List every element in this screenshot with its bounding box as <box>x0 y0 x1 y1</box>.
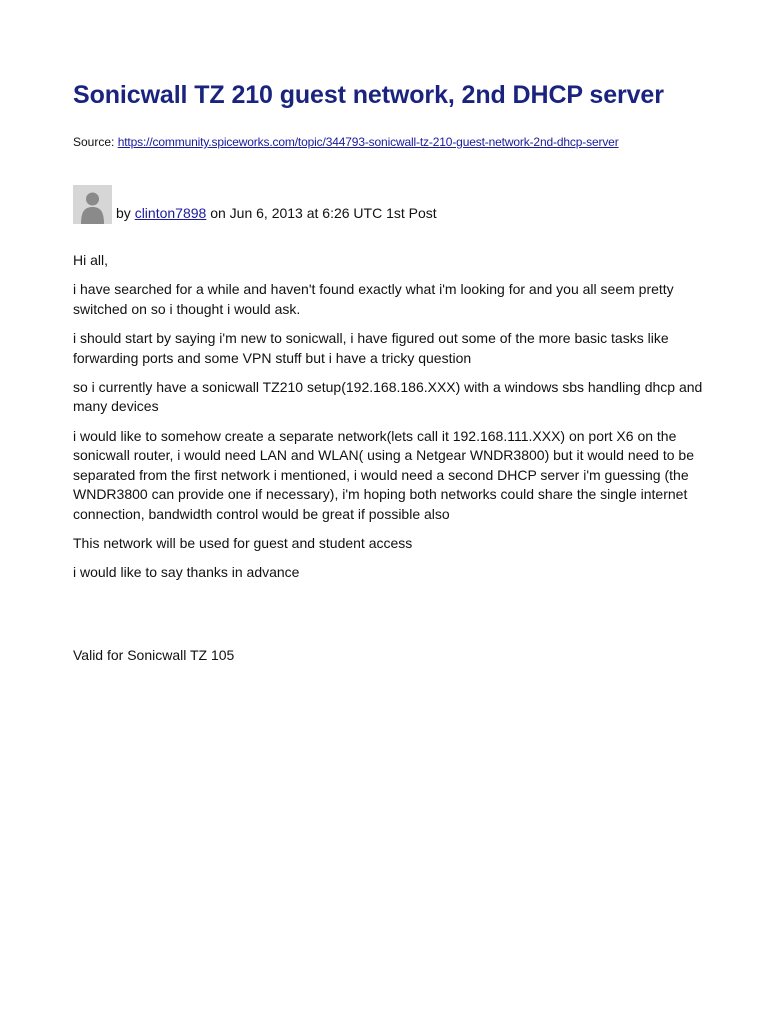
source-line <box>73 135 619 149</box>
post-body <box>73 251 703 592</box>
source-link[interactable]: https://community.spiceworks.com/topic/344793-sonicwall-tz-210-guest-network-2nd-dhcp-server <box>117 135 619 149</box>
validity-note: Valid for Sonicwall TZ 105 <box>73 647 235 663</box>
post-paragraph: i should start by saying i'm new to sonicwall, i have figured out some of the more basic tasks like forwarding ports and some VPN stuff but i have a tricky question <box>73 329 669 366</box>
post-paragraph: This network will be used for guest and student access <box>73 535 413 552</box>
document-title: Sonicwall TZ 210 guest network, 2nd DHCP server <box>73 81 664 109</box>
post-paragraph: i would like to somehow create a separate network(lets call it 192.168.111.XXX) on port X6 on the sonicwall router, i would need LAN and WLAN( using a Netgear WNDR3800) but it would need to be separated from the first network i mentioned, i would need a second DHCP server i'm guessing (the WNDR3800 can provide one if necessary), i'm hoping both networks could share the single internet connection, bandwidth control would be great if possible also <box>73 427 694 522</box>
post-paragraph: i would like to say thanks in advance <box>73 564 300 581</box>
default-user-avatar-icon <box>73 185 112 224</box>
author-link[interactable]: clinton7898 <box>134 205 207 221</box>
post-paragraph: so i currently have a sonicwall TZ210 setup(192.168.186.XXX) with a windows sbs handling dhcp and many devices <box>73 378 703 415</box>
source-label: Source: <box>73 135 115 149</box>
post-paragraph: i have searched for a while and haven't found exactly what i'm looking for and you all seem pretty switched on so i thought i would ask. <box>73 281 674 317</box>
post-meta: on Jun 6, 2013 at 6:26 UTC 1st Post <box>210 205 437 221</box>
by-label: by <box>116 205 131 221</box>
post-paragraph: Hi all, <box>73 252 109 268</box>
post-byline <box>116 205 437 221</box>
user-silhouette-icon <box>73 185 112 224</box>
